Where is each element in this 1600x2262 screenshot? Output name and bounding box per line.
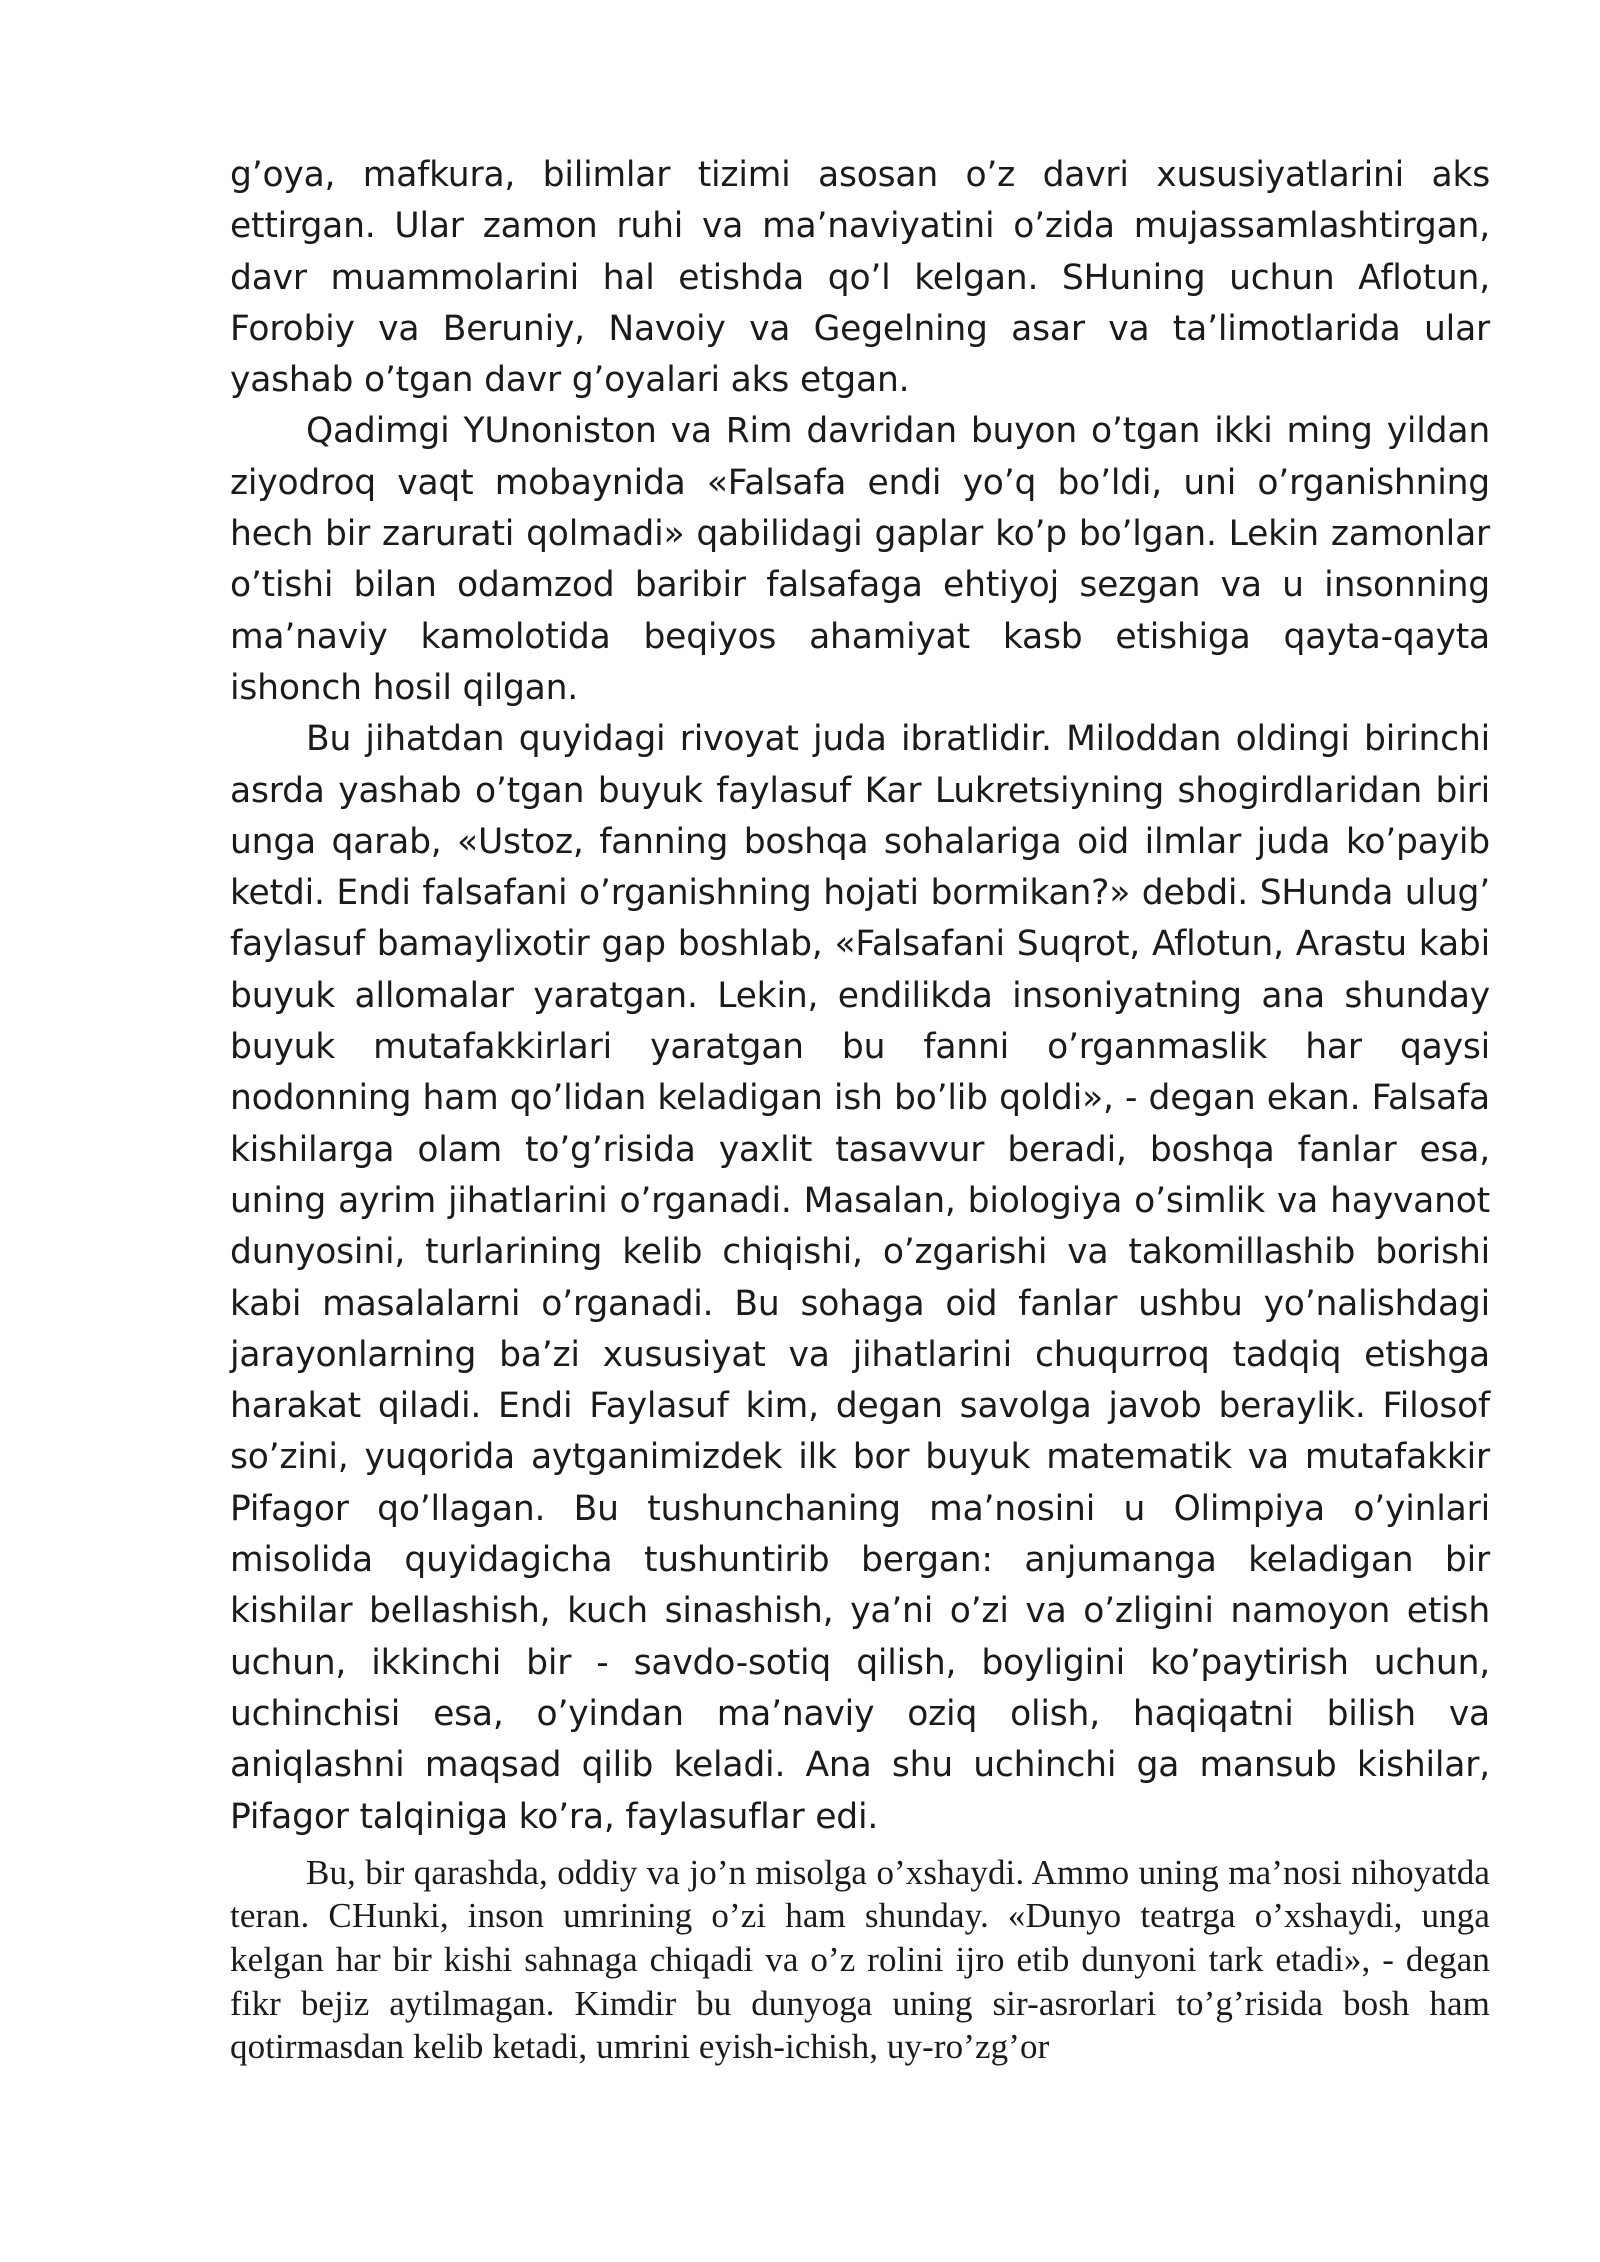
paragraph-4: Bu, bir qarashda, oddiy va jo’n misolga o’xshaydi. Ammo uning ma’nosi nihoyatda teran. CHunki, inson umrining o’zi ham shunday. «Dunyo teatrga o’xshaydi, unga kelgan har bir kishi sahnaga chiqadi va o’z rolini ijro etib dunyoni tark etadi», - degan fikr bejiz aytilmagan. Kimdir bu dunyoga uning sir-asrorlari to’g’risida bosh ham qotirmasdan kelib ketadi, umrini eyish-ichish, uy-ro’zg’or xyxy=(230,1852,1490,2067)
paragraph-3: Bu jihatdan quyidagi rivoyat juda ibratlidir. Miloddan oldingi birinchi asrda yashab o’tgan buyuk faylasuf Kar Lukretsiyning shogirdlaridan biri unga qarab, «Ustoz, fanning boshqa sohalariga oid ilmlar juda ko’payib ketdi. Endi falsafani o’rganishning hojati bormikan?» debdi. SHunda ulug’ faylasuf bamaylixotir gap boshlab, «Falsafani Suqrot, Aflotun, Arastu kabi buyuk allomalar yaratgan. Lekin, endilikda insoniyatning ana shunday buyuk mutafakkirlari yaratgan bu fanni o’rganmaslik har qaysi nodonning ham qo’lidan keladigan ish bo’lib qoldi», - degan ekan. Falsafa kishilarga olam to’g’risida yaxlit tasavvur beradi, boshqa fanlar esa, uning ayrim jihatlarini o’rganadi. Masalan, biologiya o’simlik va hayvanot dunyosini, turlarining kelib chiqishi, o’zgarishi va takomillashib borishi kabi masalalarni o’rganadi. Bu sohaga oid fanlar ushbu yo’nalishdagi jarayonlarning ba’zi xususiyat va jihatlarini chuqurroq tadqiq etishga harakat qiladi. Endi Faylasuf kim, degan savolga javob beraylik. Filosof so’zini, yuqorida aytganimizdek ilk bor buyuk matematik va mutafakkir Pifagor qo’llagan. Bu tushunchaning ma’nosini u Olimpiya o’yinlari misolida quyidagicha tushuntirib bergan: anjumanga keladigan bir kishilar bellashish, kuch sinashish, ya’ni o’zi va o’zligini namoyon etish uchun, ikkinchi bir - savdo-sotiq qilish, boyligini ko’paytirish uchun, uchinchisi esa, o’yindan ma’naviy oziq olish, haqiqatni bilish va aniqlashni maqsad qilib keladi. Ana shu uchinchi ga mansub kishilar, Pifagor talqiniga ko’ra, faylasuflar edi. xyxy=(230,719,1490,1837)
paragraph-1: g’oya, mafkura, bilimlar tizimi asosan o’z davri xususiyatlarini aks ettirgan. Ular zamon ruhi va ma’naviyatini o’zida mujassamlashtirgan, davr muammolarini hal etishda qo’l kelgan. SHuning uchun Aflotun, Forobiy va Beruniy, Navoiy va Gegelning asar va ta’limotlarida ular yashab o’tgan davr g’oyalari aks etgan. xyxy=(230,155,1490,401)
document-page xyxy=(230,150,1490,2069)
paragraph-2: Qadimgi YUnoniston va Rim davridan buyon o’tgan ikki ming yildan ziyodroq vaqt mobaynida «Falsafa endi yo’q bo’ldi, uni o’rganishning hech bir zarurati qolmadi» qabilidagi gaplar ko’p bo’lgan. Lekin zamonlar o’tishi bilan odamzod baribir falsafaga ehtiyoj sezgan va u insonning ma’naviy kamolotida beqiyos ahamiyat kasb etishiga qayta-qayta ishonch hosil qilgan. xyxy=(230,411,1490,708)
